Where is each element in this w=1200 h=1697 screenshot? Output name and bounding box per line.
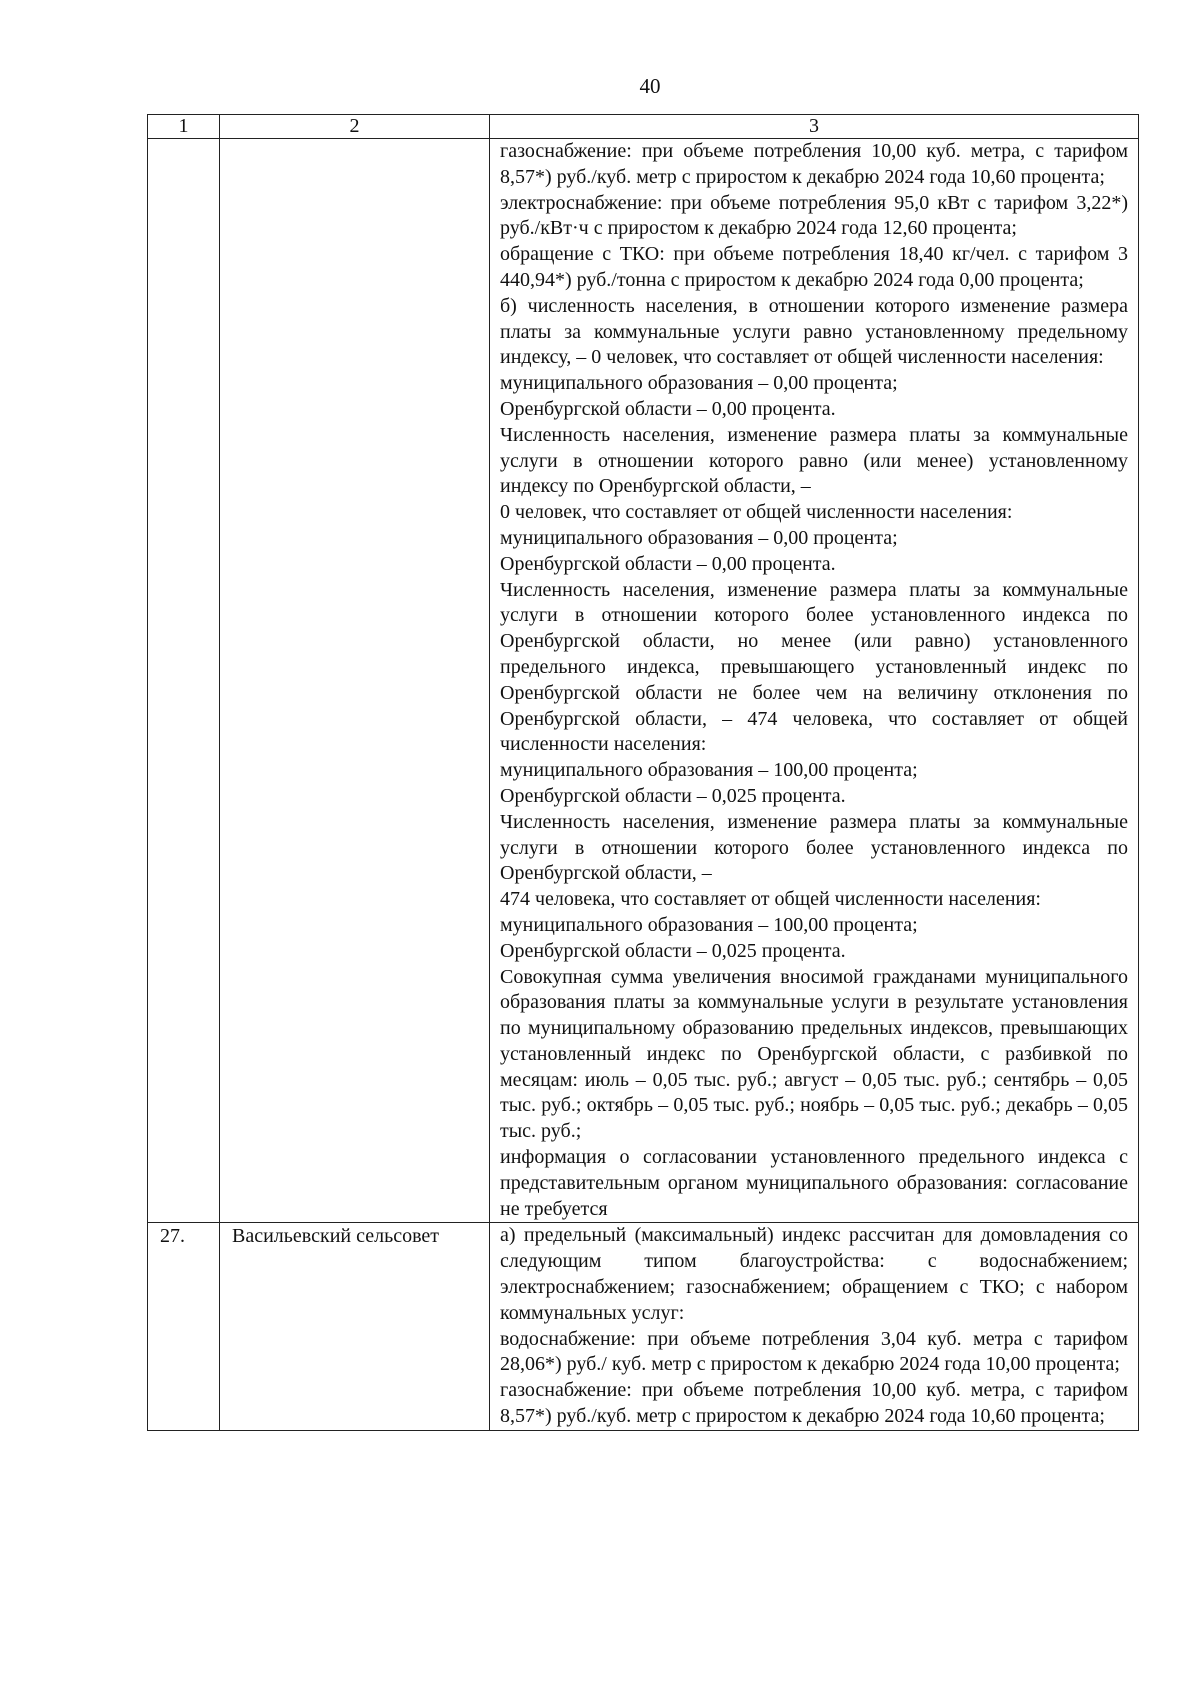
row-description — [490, 1223, 1139, 1430]
paragraph: газоснабжение: при объеме потребления 10,00 куб. метра, с тарифом 8,57*) руб./куб. метр с приростом к декабрю 2024 года 10,60 процента; — [500, 1379, 1128, 1428]
document-table — [147, 114, 1139, 1431]
row-municipality-name — [220, 139, 490, 1223]
paragraph: Оренбургской области – 0,025 процента. — [500, 939, 846, 962]
paragraph: муниципального образования – 100,00 процента; — [500, 913, 918, 936]
paragraph: водоснабжение: при объеме потребления 3,04 куб. метра с тарифом 28,06*) руб./ куб. метр с приростом к декабрю 2024 года 10,00 процента; — [500, 1327, 1128, 1376]
paragraph: Численность населения, изменение размера платы за коммунальные услуги в отношении которого более установленного индекса по Оренбургской области, но менее (или равно) установленного предельного индекса, превышающего установленный индекс по Оренбургской области не более чем на величину отклонения по Оренбургской области, – 474 человека, что составляет от общей численности населения: — [500, 578, 1128, 756]
paragraph: электроснабжение: при объеме потребления 95,0 кВт с тарифом 3,22*) руб./кВт·ч с приростом к декабрю 2024 года 12,60 процента; — [500, 191, 1128, 240]
paragraph: Численность населения, изменение размера платы за коммунальные услуги в отношении которого равно (или менее) установленному индексу по Оренбургской области, – — [500, 423, 1128, 498]
row-municipality-name: Васильевский сельсовет — [220, 1223, 490, 1430]
paragraph: Совокупная сумма увеличения вносимой гражданами муниципального образования платы за коммунальные услуги в результате установления по муниципальному образованию предельных индексов, превышающих установленный индекс по Оренбургской области, с разбивкой по месяцам: июль – 0,05 тыс. руб.; август – 0,05 тыс. руб.; сентябрь – 0,05 тыс. руб.; октябрь – 0,05 тыс. руб.; ноябрь – 0,05 тыс. руб.; декабрь – 0,05 тыс. руб.; — [500, 965, 1128, 1143]
column-header-1: 1 — [148, 115, 220, 139]
paragraph: б) численность населения, в отношении которого изменение размера платы за коммунальные услуги равно установленному предельному индексу, – 0 человек, что составляет от общей численности населения: — [500, 294, 1128, 369]
column-header-3: 3 — [490, 115, 1139, 139]
row-description — [490, 139, 1139, 1223]
paragraph: 474 человека, что составляет от общей численности населения: — [500, 888, 1041, 911]
paragraph: а) предельный (максимальный) индекс рассчитан для домовладения со следующим типом благоустройства: с водоснабжением; электроснабжением; газоснабжением; обращением с ТКО; с набором коммунальных услуг: — [500, 1224, 1128, 1324]
paragraph: 0 человек, что составляет от общей численности населения: — [500, 501, 1013, 524]
paragraph: Оренбургской области – 0,00 процента. — [500, 552, 836, 575]
row-number — [148, 139, 220, 1223]
paragraph: информация о согласовании установленного предельного индекса с представительным органом муниципального образования: согласование не требуется — [500, 1146, 1128, 1220]
paragraph: муниципального образования – 0,00 процента; — [500, 372, 898, 395]
paragraph: газоснабжение: при объеме потребления 10,00 куб. метра, с тарифом 8,57*) руб./куб. метр с приростом к декабрю 2024 года 10,60 процента; — [500, 140, 1128, 188]
table-header-row — [148, 115, 1139, 139]
paragraph: Оренбургской области – 0,025 процента. — [500, 784, 846, 807]
paragraph: муниципального образования – 0,00 процента; — [500, 526, 898, 549]
column-header-2: 2 — [220, 115, 490, 139]
page-number: 40 — [639, 74, 661, 98]
paragraph: Численность населения, изменение размера платы за коммунальные услуги в отношении которого более установленного индекса по Оренбургской области, – — [500, 810, 1128, 885]
table-row — [148, 139, 1139, 1223]
paragraph: обращение с ТКО: при объеме потребления 18,40 кг/чел. с тарифом 3 440,94*) руб./тонна с приростом к декабрю 2024 года 0,00 процента; — [500, 243, 1128, 291]
paragraph: муниципального образования – 100,00 процента; — [500, 759, 918, 782]
paragraph: Оренбургской области – 0,00 процента. — [500, 397, 836, 420]
table-row — [148, 1223, 1139, 1430]
row-number: 27. — [148, 1223, 220, 1430]
